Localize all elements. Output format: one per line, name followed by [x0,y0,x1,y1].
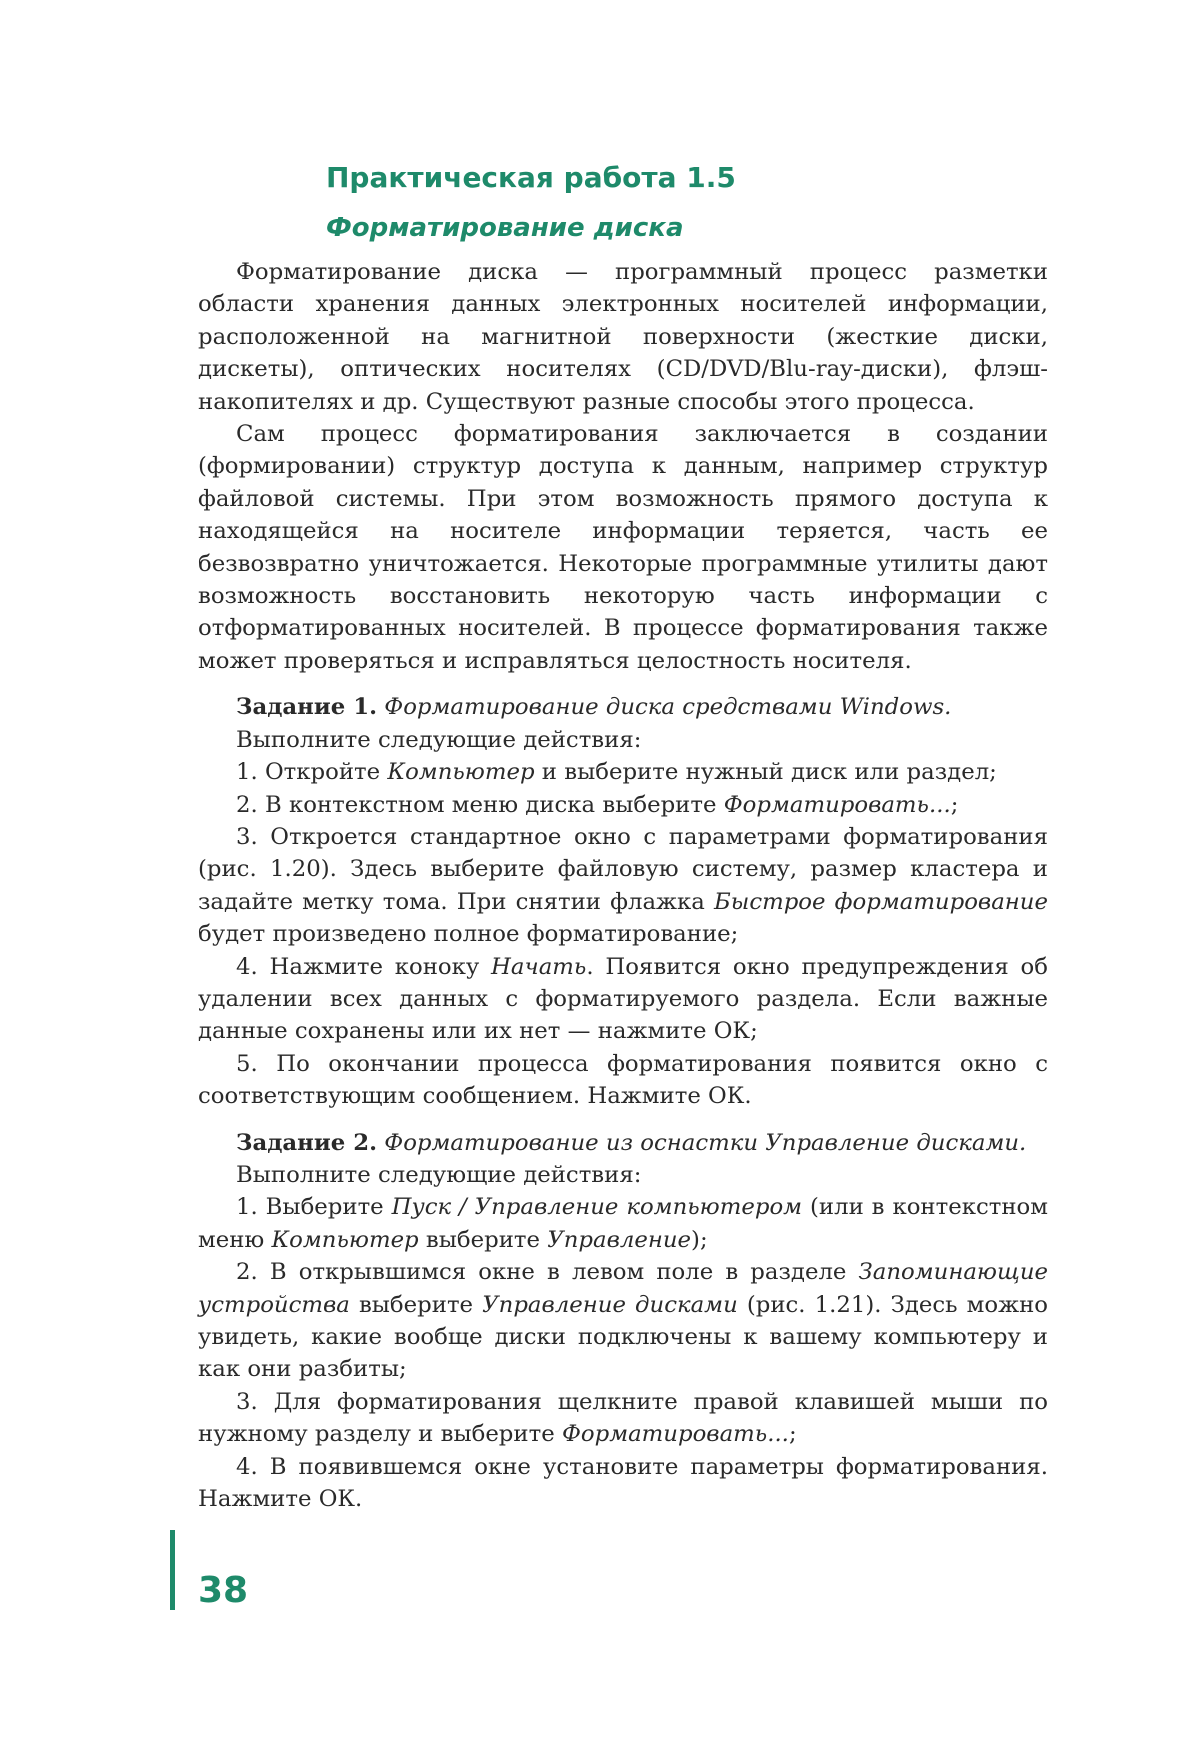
task1-label: Задание 1. [236,694,378,721]
page-number: 38 [198,1570,249,1611]
task2-step-4: 4. В появившемся окне установите параметры форматирования. Нажмите ОК. [198,1453,1048,1513]
task1-step-1: 1. Откройте Компьютер и выберите нужный диск или раздел; [236,759,997,786]
task2-label: Задание 2. [236,1129,378,1156]
task1-title: Форматирование диска средствами Windows. [384,694,952,721]
body-text [198,256,1048,1515]
page-number-bar [170,1530,175,1610]
task1-heading [198,691,1048,723]
task1-step-3: 3. Откроется стандартное окно с параметрами форматирования (рис. 1.20). Здесь выберите файловую систему, размер кластера и задайте метку тома. При снятии флажка Быстрое форматирование будет произведено полное форматирование; [198,823,1048,948]
task2-title: Форматирование из оснастки Управление дисками. [384,1129,1027,1156]
task2-step-1: 1. Выберите Пуск / Управление компьютером (или в контекстном меню Компьютер выберите Управление); [198,1194,1048,1253]
task2-lead: Выполните следующие действия: [236,1161,642,1188]
task2-step-2: 2. В открывшимся окне в левом поле в разделе Запоминающие устройства выберите Управление дисками (рис. 1.21). Здесь можно увидеть, какие вообще диски подключены к вашему компьютеру и как они разбиты; [198,1259,1048,1383]
task2-heading [198,1127,1048,1159]
practical-work-subtitle: Форматирование диска [326,213,684,243]
page-content [198,150,1048,1515]
task1-step-2: 2. В контекстном меню диска выберите Форматировать...; [236,791,959,818]
intro-paragraph-2: Сам процесс форматирования заключается в создании (формировании) структур доступа к данным, например структур файловой системы. При этом возможность прямого доступа к находящейся на носителе информации теряется, часть ее безвозвратно уничтожается. Некоторые программные утилиты дают возможность восстановить некоторую часть информации с отформатированных носителей. В процессе форматирования также может проверяться и исправляться целостность носителя. [198,421,1048,674]
task1-step-4: 4. Нажмите коноку Начать. Появится окно предупреждения об удалении всех данных с форматируемого раздела. Если важные данные сохранены или их нет — нажмите ОК; [198,953,1048,1045]
intro-paragraph-1: Форматирование диска — программный процесс разметки области хранения данных электронных носителей информации, расположенной на магнитной поверхности (жесткие диски, дискеты), оптических носителях (CD/DVD/Blu-ray-диски), флэш-накопителях и др. Существуют разные способы этого процесса. [198,259,1048,415]
task1-step-5: 5. По окончании процесса форматирования появится окно с соответствующим сообщением. Нажмите ОК. [198,1050,1048,1110]
task2-step-3: 3. Для форматирования щелкните правой клавишей мыши по нужному разделу и выберите Форматировать...; [198,1388,1048,1448]
practical-work-title: Практическая работа 1.5 [326,161,736,194]
task1-lead: Выполните следующие действия: [236,726,642,753]
